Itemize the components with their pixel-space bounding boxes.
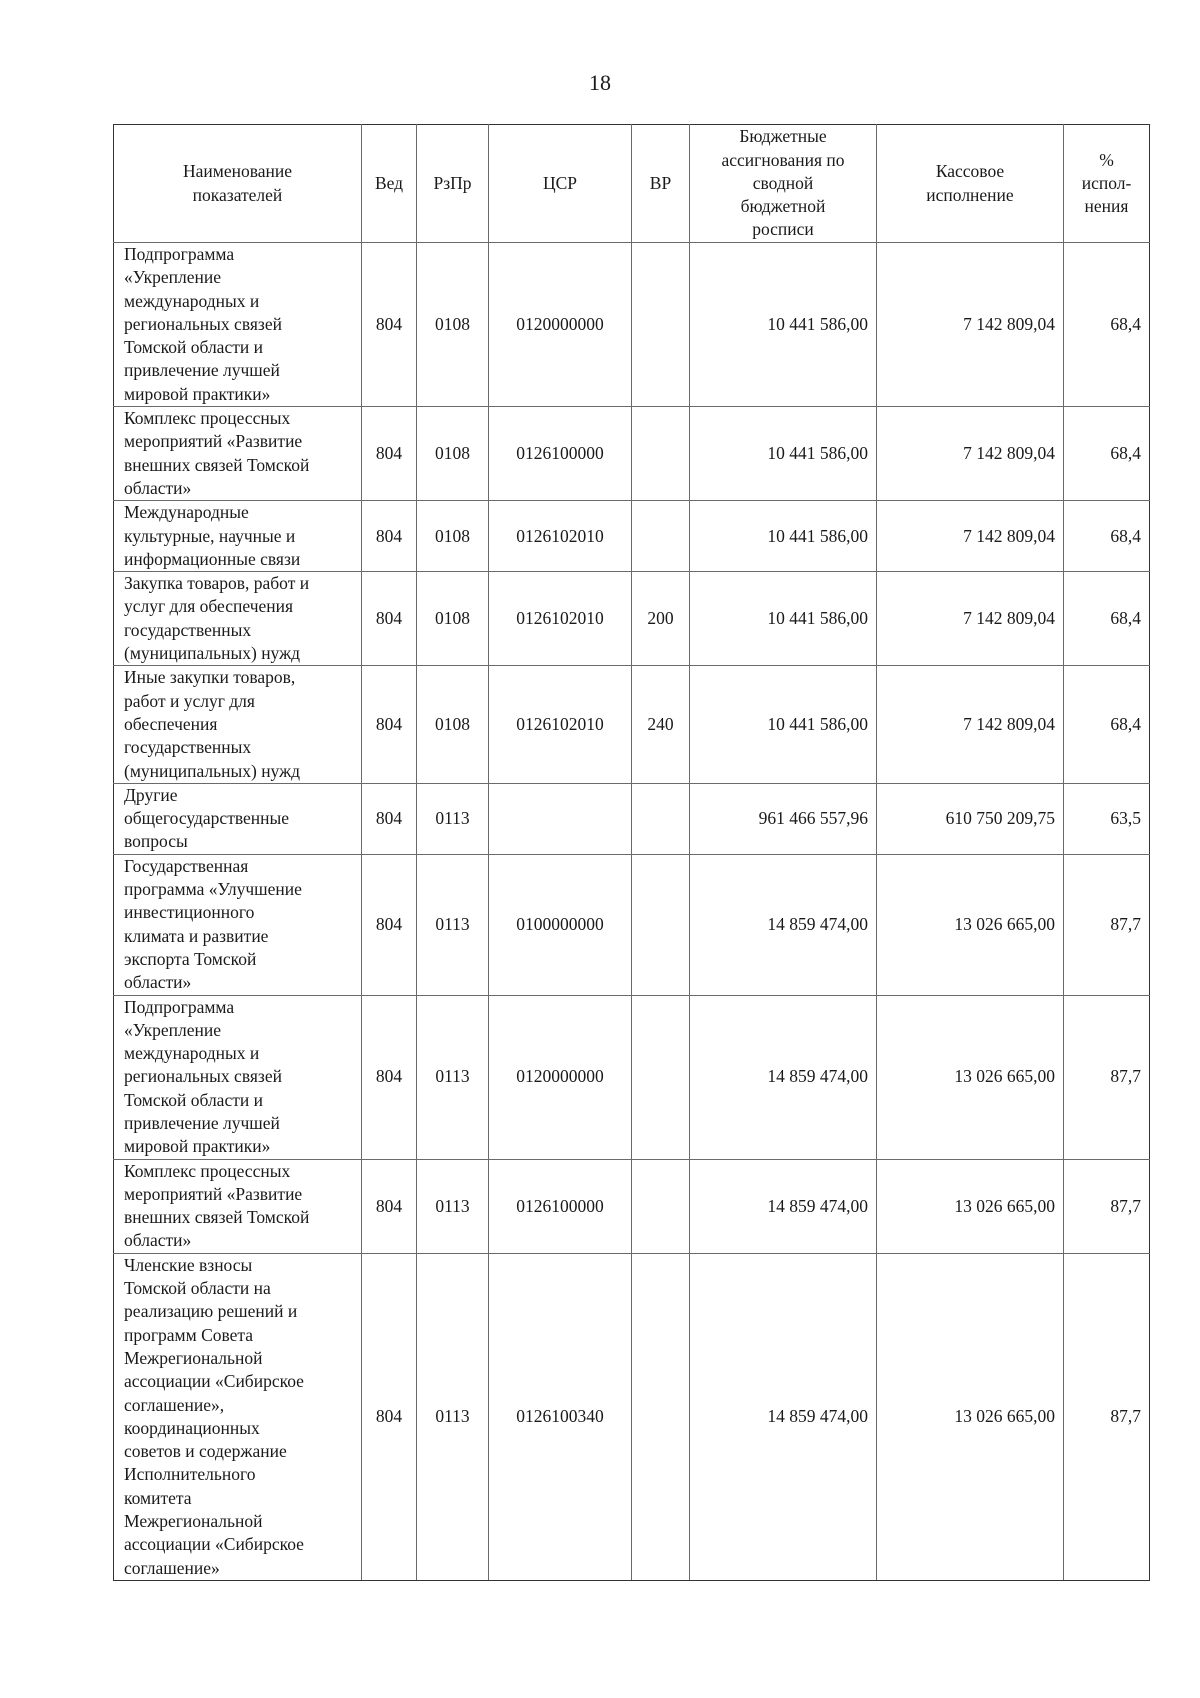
cell-rzpr: 0108 (417, 572, 489, 666)
header-assignments (690, 125, 877, 243)
header-line: нения (1084, 196, 1129, 217)
header-line: сводной (752, 172, 814, 193)
header-vr: ВР (632, 125, 690, 243)
cell-assignments: 14 859 474,00 (690, 854, 877, 995)
cell-csr: 0120000000 (489, 995, 632, 1159)
cell-ved: 804 (362, 854, 417, 995)
cell-assignments: 10 441 586,00 (690, 572, 877, 666)
table-header-row (114, 125, 1150, 243)
cell-cash-execution: 13 026 665,00 (877, 995, 1064, 1159)
cell-ved: 804 (362, 1159, 417, 1253)
cell-vr (632, 243, 690, 407)
cell-ved: 804 (362, 1253, 417, 1580)
cell-rzpr: 0113 (417, 995, 489, 1159)
table-row (114, 243, 1150, 407)
cell-rzpr: 0108 (417, 407, 489, 501)
cell-vr (632, 1159, 690, 1253)
cell-name: Другие общегосударственные вопросы (114, 783, 362, 854)
cell-name: Иные закупки товаров, работ и услуг для обеспечения государственных (муниципальных) нужд (114, 666, 362, 783)
cell-rzpr: 0113 (417, 1253, 489, 1580)
cell-vr: 240 (632, 666, 690, 783)
cell-csr: 0120000000 (489, 243, 632, 407)
cell-vr (632, 1253, 690, 1580)
cell-rzpr: 0113 (417, 783, 489, 854)
cell-ved: 804 (362, 501, 417, 572)
cell-name: Подпрограмма «Укрепление международных и региональных связей Томской области и привлечение лучшей мировой практики» (114, 243, 362, 407)
cell-percent-execution: 68,4 (1064, 243, 1150, 407)
cell-percent-execution: 68,4 (1064, 666, 1150, 783)
cell-name: Государственная программа «Улучшение инвестиционного климата и развитие экспорта Томской области» (114, 854, 362, 995)
table-row (114, 572, 1150, 666)
header-line: % (1099, 149, 1114, 170)
table-row (114, 407, 1150, 501)
cell-rzpr: 0108 (417, 666, 489, 783)
cell-ved: 804 (362, 995, 417, 1159)
cell-percent-execution: 87,7 (1064, 1253, 1150, 1580)
header-csr: ЦСР (489, 125, 632, 243)
header-line: Бюджетные (739, 126, 827, 147)
cell-ved: 804 (362, 407, 417, 501)
cell-ved: 804 (362, 572, 417, 666)
header-line: показателей (192, 184, 283, 205)
cell-assignments: 10 441 586,00 (690, 243, 877, 407)
header-cash-execution (877, 125, 1064, 243)
cell-csr: 0126100340 (489, 1253, 632, 1580)
header-line: ассигнования по (721, 149, 845, 170)
header-line: испол- (1081, 172, 1132, 193)
header-rzpr: РзПр (417, 125, 489, 243)
cell-percent-execution: 68,4 (1064, 407, 1150, 501)
table-body (114, 243, 1150, 1581)
table-row (114, 783, 1150, 854)
cell-percent-execution: 87,7 (1064, 1159, 1150, 1253)
header-percent-execution (1064, 125, 1150, 243)
cell-assignments: 10 441 586,00 (690, 666, 877, 783)
cell-percent-execution: 87,7 (1064, 854, 1150, 995)
cell-csr (489, 783, 632, 854)
cell-percent-execution: 68,4 (1064, 501, 1150, 572)
cell-csr: 0126102010 (489, 572, 632, 666)
cell-cash-execution: 13 026 665,00 (877, 1159, 1064, 1253)
cell-csr: 0126102010 (489, 501, 632, 572)
cell-percent-execution: 63,5 (1064, 783, 1150, 854)
table-row (114, 666, 1150, 783)
cell-name: Членские взносы Томской области на реализацию решений и программ Совета Межрегиональной ассоциации «Сибирское соглашение», координационных советов и содержание Исполнительного комитета Межрегиональной ассоциации «Сибирское соглашение» (114, 1253, 362, 1580)
cell-ved: 804 (362, 243, 417, 407)
header-line: бюджетной (740, 196, 826, 217)
header-ved: Вед (362, 125, 417, 243)
cell-percent-execution: 68,4 (1064, 572, 1150, 666)
header-line: Наименование (182, 161, 293, 182)
cell-vr (632, 501, 690, 572)
cell-csr: 0100000000 (489, 854, 632, 995)
header-name (114, 125, 362, 243)
cell-percent-execution: 87,7 (1064, 995, 1150, 1159)
cell-ved: 804 (362, 666, 417, 783)
table-row (114, 1159, 1150, 1253)
cell-assignments: 961 466 557,96 (690, 783, 877, 854)
cell-vr (632, 407, 690, 501)
header-line: росписи (752, 219, 814, 240)
cell-name: Комплекс процессных мероприятий «Развитие внешних связей Томской области» (114, 1159, 362, 1253)
cell-csr: 0126100000 (489, 407, 632, 501)
cell-vr (632, 854, 690, 995)
cell-vr: 200 (632, 572, 690, 666)
cell-rzpr: 0108 (417, 501, 489, 572)
cell-assignments: 14 859 474,00 (690, 1159, 877, 1253)
cell-vr (632, 995, 690, 1159)
cell-cash-execution: 610 750 209,75 (877, 783, 1064, 854)
cell-cash-execution: 13 026 665,00 (877, 854, 1064, 995)
cell-cash-execution: 7 142 809,04 (877, 666, 1064, 783)
cell-cash-execution: 7 142 809,04 (877, 243, 1064, 407)
cell-assignments: 14 859 474,00 (690, 995, 877, 1159)
cell-rzpr: 0113 (417, 1159, 489, 1253)
cell-name: Комплекс процессных мероприятий «Развитие внешних связей Томской области» (114, 407, 362, 501)
cell-cash-execution: 7 142 809,04 (877, 572, 1064, 666)
cell-rzpr: 0113 (417, 854, 489, 995)
budget-table (113, 124, 1150, 1581)
table-row (114, 1253, 1150, 1580)
cell-assignments: 10 441 586,00 (690, 501, 877, 572)
cell-rzpr: 0108 (417, 243, 489, 407)
table-row (114, 501, 1150, 572)
cell-csr: 0126102010 (489, 666, 632, 783)
cell-vr (632, 783, 690, 854)
cell-name: Подпрограмма «Укрепление международных и региональных связей Томской области и привлечение лучшей мировой практики» (114, 995, 362, 1159)
cell-name: Международные культурные, научные и информационные связи (114, 501, 362, 572)
cell-cash-execution: 7 142 809,04 (877, 501, 1064, 572)
page-number: 18 (589, 70, 611, 95)
cell-assignments: 10 441 586,00 (690, 407, 877, 501)
cell-cash-execution: 7 142 809,04 (877, 407, 1064, 501)
header-line: исполнение (926, 184, 1014, 205)
cell-cash-execution: 13 026 665,00 (877, 1253, 1064, 1580)
cell-csr: 0126100000 (489, 1159, 632, 1253)
header-line: Кассовое (935, 161, 1005, 182)
cell-name: Закупка товаров, работ и услуг для обеспечения государственных (муниципальных) нужд (114, 572, 362, 666)
table-row (114, 995, 1150, 1159)
cell-assignments: 14 859 474,00 (690, 1253, 877, 1580)
cell-ved: 804 (362, 783, 417, 854)
table-row (114, 854, 1150, 995)
